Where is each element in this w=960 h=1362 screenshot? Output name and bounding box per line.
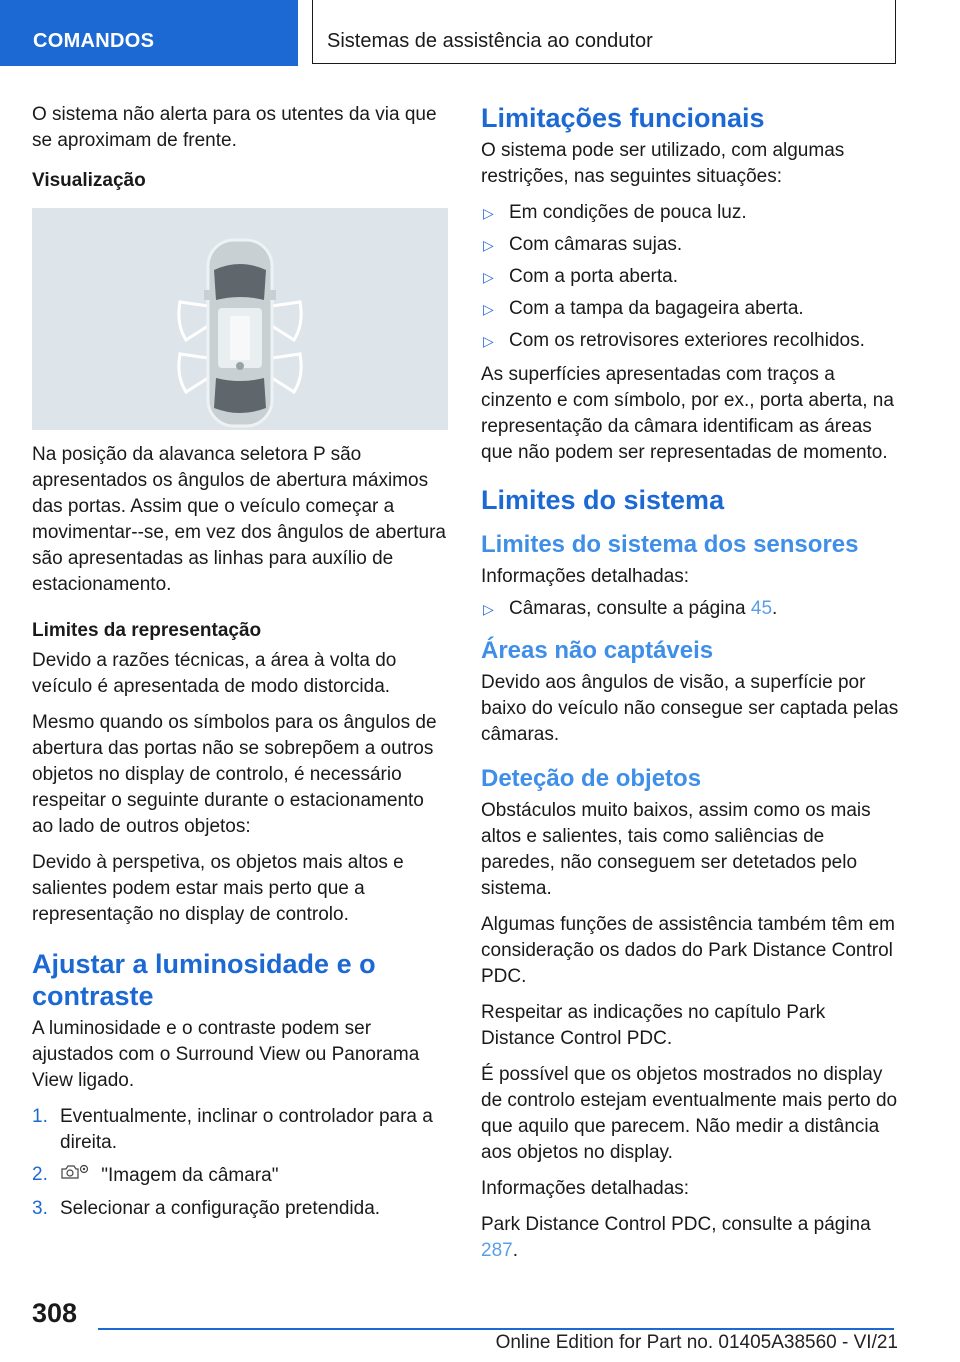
paragraph: Informações detalhadas: (481, 566, 690, 587)
triangle-bullet-icon: ▷ (483, 237, 494, 253)
triangle-bullet-icon: ▷ (483, 601, 494, 617)
page-header (0, 0, 960, 66)
paragraph: É possível que os objetos mostrados no display de controlo estejam eventualmente mais perto do que aquilo que parecem. Não medir a distância aos objetos no display. (481, 1064, 898, 1163)
list-item: ▷ Com a porta aberta. (481, 264, 901, 290)
steps-list (32, 1104, 448, 1222)
list-item: ▷ Câmaras, consulte a página 45. (481, 596, 901, 622)
paragraph: Algumas funções de assistência também têm em consideração os dados do Park Distance Control PDC. (481, 914, 895, 987)
step-text: "Imagem da câmara" (101, 1165, 279, 1187)
list-item: ▷ Em condições de pouca luz. (481, 200, 901, 226)
chapter-title: Sistemas de assistência ao condutor (312, 0, 896, 64)
left-column (32, 102, 448, 1228)
page-link-45[interactable]: 45 (750, 598, 773, 619)
paragraph: Obstáculos muito baixos, assim como os mais altos e salientes, tais como saliências de paredes, não conseguem ser detetados pelo sistema. (481, 800, 871, 899)
heading-limites-sistema: Limites do sistema (481, 485, 725, 515)
paragraph: Devido à perspetiva, os objetos mais altos e salientes podem estar mais perto que a representação no display de controlo. (32, 852, 404, 925)
triangle-bullet-icon: ▷ (483, 205, 494, 221)
triangle-bullet-icon: ▷ (483, 333, 494, 349)
paragraph: Devido a razões técnicas, a área à volta do veículo é apresentada de modo distorcida. (32, 650, 397, 697)
heading-limites-sensores: Limites do sistema dos sensores (481, 531, 859, 558)
subheading-limites-representacao: Limites da representação (32, 620, 262, 641)
car-top-view-image (32, 208, 448, 430)
footer-edition: Online Edition for Part no. 01405A38560 - VI/21 (495, 1332, 898, 1353)
triangle-bullet-icon: ▷ (483, 269, 494, 285)
paragraph: Mesmo quando os símbolos para os ângulos de abertura das portas não se sobrepõem a outros objetos no display de controlo, é necessário respeitar o seguinte durante o estacionamento ao lado de outros objetos: (32, 712, 437, 837)
limitations-list (481, 200, 901, 354)
paragraph: Informações detalhadas: (481, 1178, 690, 1199)
list-item (32, 1162, 448, 1190)
paragraph: Devido aos ângulos de visão, a superfície por baixo do veículo não consegue ser captada pelas câmaras. (481, 672, 899, 745)
step-text: Eventualmente, inclinar o controlador para a direita. (60, 1106, 433, 1153)
step-number: 3. (32, 1198, 48, 1219)
page-link-287[interactable]: 287 (481, 1240, 513, 1261)
right-column (481, 102, 901, 1274)
step-text: Selecionar a configuração pretendida. (60, 1198, 381, 1219)
heading-ajustar: Ajustar a luminosidade e o contraste (32, 949, 376, 1011)
paragraph: Respeitar as indicações no capítulo Park Distance Control PDC. (481, 1002, 826, 1049)
subheading-visualizacao: Visualização (32, 170, 146, 191)
paragraph: Park Distance Control PDC, consulte a página 287. (481, 1214, 871, 1261)
heading-limitacoes: Limitações funcionais (481, 103, 765, 133)
triangle-bullet-icon: ▷ (483, 301, 494, 317)
paragraph: A luminosidade e o contraste podem ser ajustados com o Surround View ou Panorama View ligado. (32, 1018, 420, 1091)
sensor-limits-list (481, 596, 901, 622)
paragraph: O sistema pode ser utilizado, com algumas restrições, nas seguintes situações: (481, 140, 845, 187)
camera-gear-icon (60, 1162, 90, 1190)
list-item: ▷ Com câmaras sujas. (481, 232, 901, 258)
section-label: COMANDOS (0, 0, 298, 66)
step-number: 1. (32, 1106, 48, 1127)
footer-divider (98, 1328, 894, 1330)
paragraph: O sistema não alerta para os utentes da via que se aproximam de frente. (32, 104, 437, 151)
paragraph: Na posição da alavanca seletora P são apresentados os ângulos de abertura máximos das portas. Assim que o veículo começar a movimentar--se, em vez dos ângulos de abertura são apresentadas as linhas para auxílio de estacionamento. (32, 444, 446, 595)
heading-detecao: Deteção de objetos (481, 765, 702, 792)
list-item (32, 1104, 448, 1156)
step-number: 2. (32, 1164, 48, 1185)
heading-areas: Áreas não captáveis (481, 637, 714, 664)
paragraph: As superfícies apresentadas com traços a cinzento e com símbolo, por ex., porta aberta, na representação da câmara identificam as áreas que não podem ser representadas de momento. (481, 364, 894, 463)
list-item: ▷ Com a tampa da bagageira aberta. (481, 296, 901, 322)
page-number: 308 (32, 1298, 78, 1328)
list-item: ▷ Com os retrovisores exteriores recolhidos. (481, 328, 901, 354)
list-item (32, 1196, 448, 1222)
car-door-angles-illustration (32, 208, 448, 430)
